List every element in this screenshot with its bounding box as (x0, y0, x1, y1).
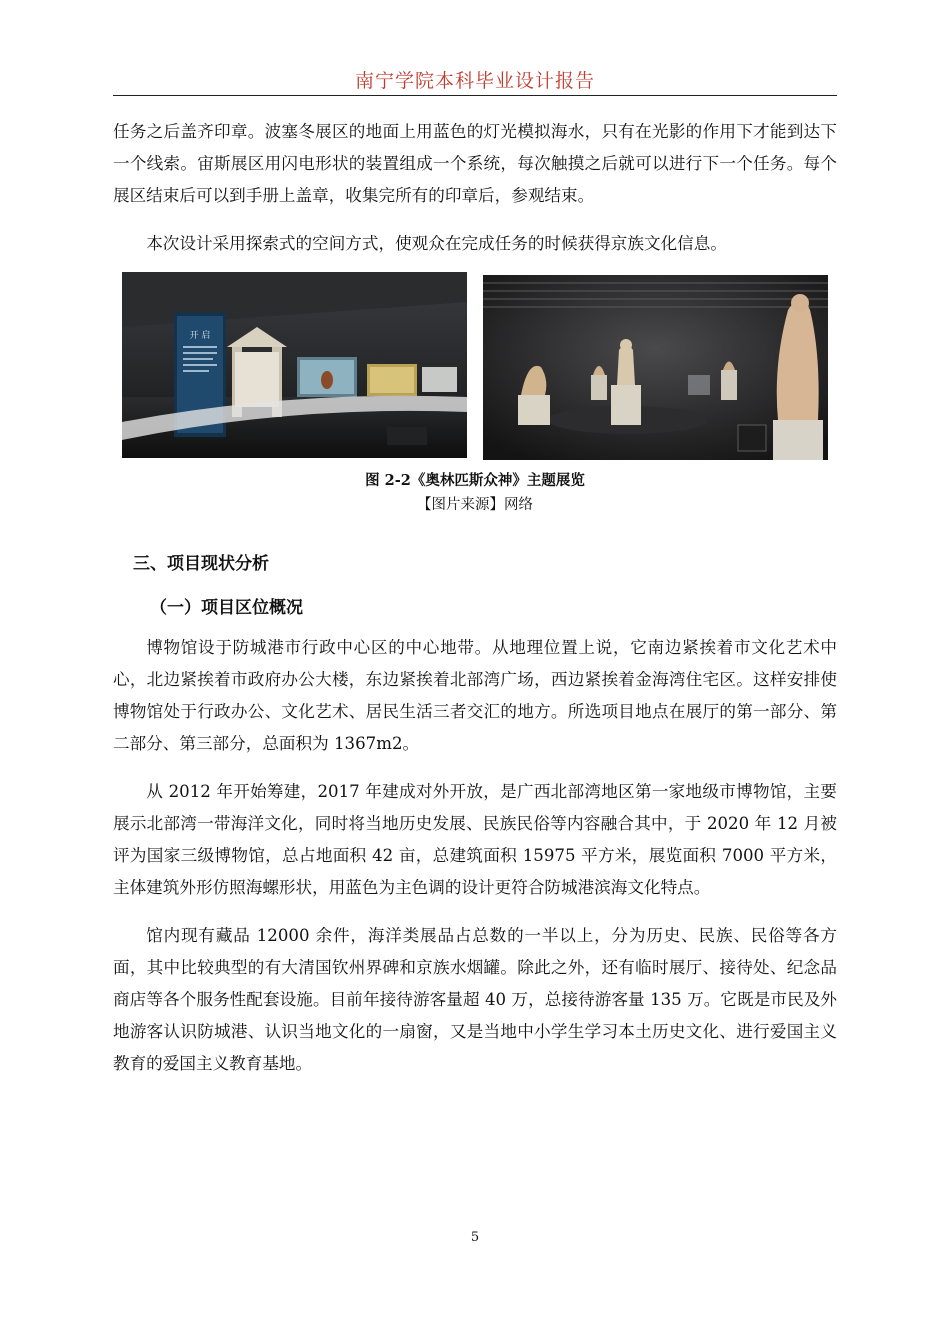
subsection-heading: （一）项目区位概况 (150, 598, 303, 618)
figure-source: 【图片来源】网络 (417, 497, 533, 513)
intro-paragraph-1: 任务之后盖齐印章。波塞冬展区的地面上用蓝色的灯光模拟海水，只有在光影的作用下才能到达下一个线索。宙斯展区用闪电形状的装置组成一个系统，每次触摸之后就可以进行下一个任务。每个展区结束后可以到手册上盖章，收集完所有的印章后，参观结束。 (113, 122, 837, 205)
exhibition-photo-right (483, 275, 828, 460)
intro-text (113, 116, 837, 260)
header-divider (113, 95, 837, 96)
body-text (113, 632, 837, 1080)
body-paragraph-1: 博物馆设于防城港市行政中心区的中心地带。从地理位置上说，它南边紧挨着市文化艺术中心，北边紧挨着市政府办公大楼，东边紧挨着北部湾广场，西边紧挨着金海湾住宅区。这样安排使博物馆处于行政办公、文化艺术、居民生活三者交汇的地方。所选项目地点在展厅的第一部分、第二部分、第三部分，总面积为 1367m2。 (113, 638, 837, 753)
figure-caption: 图 2-2《奥林匹斯众神》主题展览 (365, 472, 585, 489)
section-heading: 三、项目现状分析 (133, 554, 269, 574)
body-paragraph-3: 馆内现有藏品 12000 余件，海洋类展品占总数的一半以上，分为历史、民族、民俗等各方面，其中比较典型的有大清国钦州界碑和京族水烟罐。除此之外，还有临时展厅、接待处、纪念品商店等各个服务性配套设施。目前年接待游客量超 40 万，总接待游客量 135 万。它既是市民及外地游客认识防城港、认识当地文化的一扇窗，又是当地中小学生学习本土历史文化、进行爱国主义教育的爱国主义教育基地。 (113, 926, 837, 1073)
intro-paragraph-2: 本次设计采用探索式的空间方式，使观众在完成任务的时候获得京族文化信息。 (146, 234, 727, 253)
exhibition-photo-left (122, 272, 467, 458)
body-paragraph-2: 从 2012 年开始筹建，2017 年建成对外开放，是广西北部湾地区第一家地级市博物馆，主要展示北部湾一带海洋文化，同时将当地历史发展、民族民俗等内容融合其中，于 2020 年 12 月被评为国家三级博物馆，总占地面积 42 亩，总建筑面积 15975 平方米，展览面积 7000 平方米，主体建筑外形仿照海螺形状，用蓝色为主色调的设计更符合防城港滨海文化特点。 (113, 782, 837, 897)
page-header-title: 南宁学院本科毕业设计报告 (354, 70, 595, 92)
entrance-panel-text: 开 启 (189, 331, 211, 341)
page-number: 5 (470, 1230, 480, 1245)
